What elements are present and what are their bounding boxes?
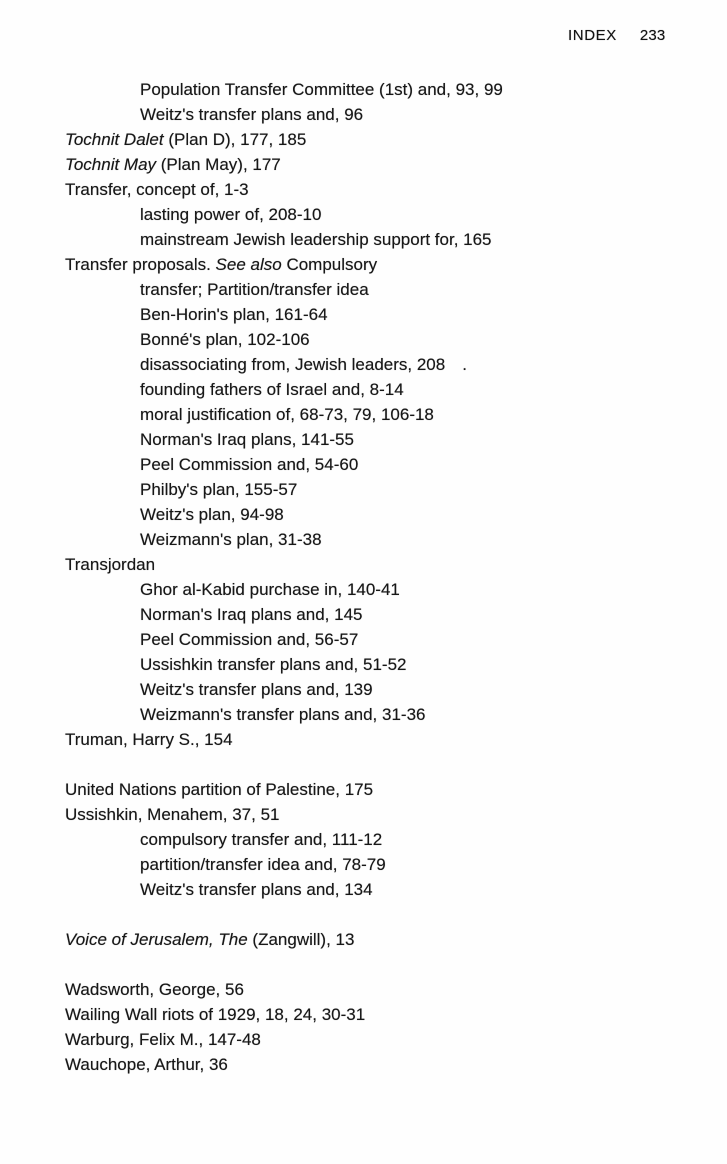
index-entry xyxy=(0,527,727,552)
index-entry-text: Weizmann's transfer plans and, 31-36 xyxy=(140,705,426,724)
index-entry-text: Ghor al-Kabid purchase in, 140-41 xyxy=(140,580,400,599)
index-entry-text: Peel Commission and, 56-57 xyxy=(140,630,359,649)
index-entry xyxy=(0,1052,727,1077)
index-entry-text: Peel Commission and, 54-60 xyxy=(140,455,359,474)
index-entry-text: Transfer proposals. xyxy=(65,255,216,274)
index-entry xyxy=(0,777,727,802)
index-entry xyxy=(0,152,727,177)
index-entry xyxy=(0,552,727,577)
index-entry xyxy=(0,327,727,352)
index-entry xyxy=(0,302,727,327)
index-entry-text: Compulsory xyxy=(281,255,378,274)
index-spacer xyxy=(0,952,727,977)
index-entry xyxy=(0,502,727,527)
index-entry xyxy=(0,252,727,277)
index-spacer xyxy=(0,752,727,777)
index-entry-text: Transjordan xyxy=(65,555,156,574)
index-entry-text: transfer; Partition/transfer idea xyxy=(140,280,369,299)
index-entry-text: Philby's plan, 155-57 xyxy=(140,480,298,499)
index-entry xyxy=(0,852,727,877)
index-entry xyxy=(0,652,727,677)
index-spacer xyxy=(0,902,727,927)
index-entry-text: Wadsworth, George, 56 xyxy=(65,980,244,999)
page-number: 233 xyxy=(639,27,666,44)
index-entry xyxy=(0,377,727,402)
index-entry-text: Weizmann's plan, 31-38 xyxy=(140,530,322,549)
index-entry xyxy=(0,802,727,827)
index-entry-text: Weitz's transfer plans and, 96 xyxy=(140,105,364,124)
index-entry xyxy=(0,202,727,227)
index-entry xyxy=(0,877,727,902)
index-entry xyxy=(0,177,727,202)
index-entry xyxy=(0,827,727,852)
index-entry-text: founding fathers of Israel and, 8-14 xyxy=(140,380,404,399)
index-entry-text: Wailing Wall riots of 1929, 18, 24, 30-31 xyxy=(65,1005,366,1024)
index-entry-text: Warburg, Felix M., 147-48 xyxy=(65,1030,261,1049)
index-entry xyxy=(0,402,727,427)
index-entry xyxy=(0,602,727,627)
index-entry-text: Bonné's plan, 102-106 xyxy=(140,330,310,349)
index-entry xyxy=(0,1027,727,1052)
index-entry xyxy=(0,127,727,152)
index-entry xyxy=(0,702,727,727)
index-entry xyxy=(0,77,727,102)
print-artifact-dot: . xyxy=(462,355,467,374)
index-entry-text: Ussishkin transfer plans and, 51-52 xyxy=(140,655,407,674)
index-entry-text: Transfer, concept of, 1-3 xyxy=(65,180,249,199)
index-entry xyxy=(0,102,727,127)
index-entry-text: Norman's Iraq plans and, 145 xyxy=(140,605,363,624)
index-entry xyxy=(0,677,727,702)
index-entry-text: Weitz's transfer plans and, 139 xyxy=(140,680,373,699)
index-entry-text: Population Transfer Committee (1st) and, 93, 99 xyxy=(140,80,503,99)
index-entry xyxy=(0,577,727,602)
index-entry-italic-text: Tochnit May xyxy=(65,155,157,174)
index-entry-text: partition/transfer idea and, 78-79 xyxy=(140,855,386,874)
index-entry xyxy=(0,452,727,477)
index-entry xyxy=(0,227,727,252)
index-entry-text: Norman's Iraq plans, 141-55 xyxy=(140,430,354,449)
index-entry-text: disassociating from, Jewish leaders, 208 xyxy=(140,355,446,374)
index-body xyxy=(0,77,727,1077)
index-entry-italic-text: See also xyxy=(215,255,282,274)
index-entry-text: Truman, Harry S., 154 xyxy=(65,730,233,749)
index-entry xyxy=(0,627,727,652)
index-entry-text: moral justification of, 68-73, 79, 106-18 xyxy=(140,405,434,424)
index-entry xyxy=(0,477,727,502)
index-entry-text: (Zangwill), 13 xyxy=(247,930,355,949)
index-entry-text: Wauchope, Arthur, 36 xyxy=(65,1055,228,1074)
index-entry-italic-text: Voice of Jerusalem, The xyxy=(65,930,248,949)
index-entry-text: mainstream Jewish leadership support for, 165 xyxy=(140,230,492,249)
index-entry xyxy=(0,927,727,952)
index-entry xyxy=(0,427,727,452)
index-entry-text: Weitz's plan, 94-98 xyxy=(140,505,284,524)
index-entry xyxy=(0,352,727,377)
index-entry-text: United Nations partition of Palestine, 175 xyxy=(65,780,374,799)
index-entry-italic-text: Tochnit Dalet xyxy=(65,130,164,149)
index-entry-text: Weitz's transfer plans and, 134 xyxy=(140,880,373,899)
index-entry xyxy=(0,1002,727,1027)
running-header xyxy=(568,27,665,44)
index-entry-text: (Plan D), 177, 185 xyxy=(163,130,307,149)
index-entry-text: lasting power of, 208-10 xyxy=(140,205,322,224)
index-entry xyxy=(0,727,727,752)
index-entry xyxy=(0,277,727,302)
index-entry-text: Ben-Horin's plan, 161-64 xyxy=(140,305,328,324)
index-entry-text: Ussishkin, Menahem, 37, 51 xyxy=(65,805,280,824)
index-entry xyxy=(0,977,727,1002)
running-header-title: INDEX xyxy=(568,27,617,44)
index-entry-text: (Plan May), 177 xyxy=(156,155,281,174)
index-entry-text: compulsory transfer and, 111-12 xyxy=(140,830,383,849)
